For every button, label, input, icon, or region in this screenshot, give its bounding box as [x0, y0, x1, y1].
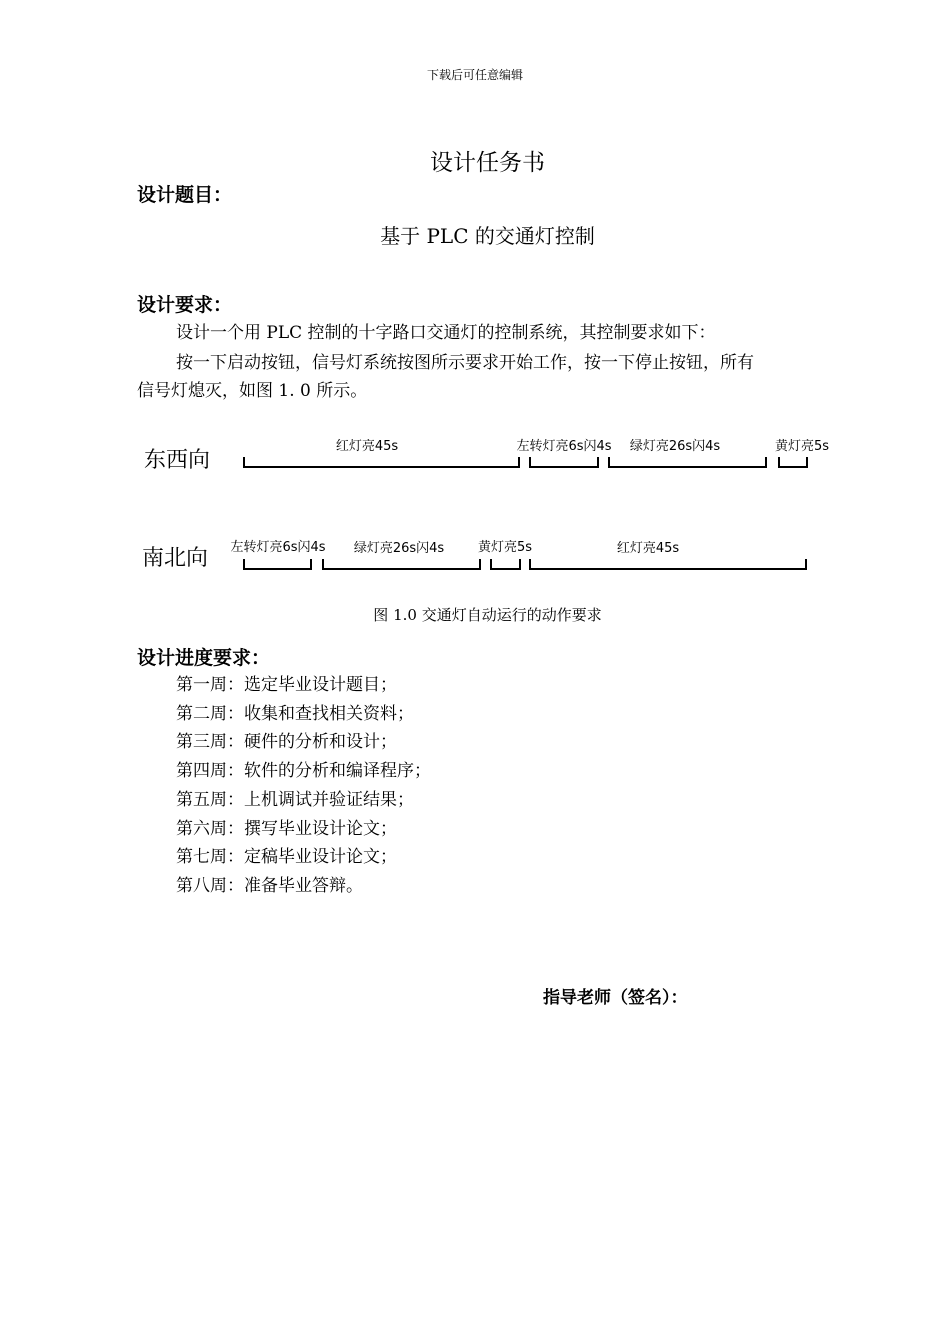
schedule-item: 第七周：定稿毕业设计论文；: [176, 847, 397, 868]
schedule-item: 第八周：准备毕业答辩。: [176, 875, 363, 896]
segment-label: 左转灯亮6s闪4s: [516, 439, 612, 454]
east-west-segment: [244, 439, 519, 467]
document-title: 设计任务书: [430, 150, 545, 176]
east-west-segment: [609, 438, 766, 467]
requirements-paragraph-1: 设计一个用 PLC 控制的十字路口交通灯的控制系统，其控制要求如下：: [176, 323, 716, 343]
segment-label: 红灯亮45s: [616, 541, 680, 556]
east-west-segment: [775, 439, 829, 467]
requirements-paragraph-2-line-1: 按一下启动按钮，信号灯系统按图所示要求开始工作，按一下停止按钮，所有: [176, 353, 754, 373]
schedule-item: 第五周：上机调试并验证结果；: [176, 789, 414, 810]
north-south-segment: [323, 540, 480, 569]
schedule-heading: 设计进度要求：: [137, 647, 271, 669]
schedule-item: 第四周：软件的分析和编译程序；: [176, 761, 431, 782]
requirements-paragraph-2-line-2: 信号灯熄灭，如图 1. 0 所示。: [137, 381, 368, 401]
schedule-item: 第六周：撰写毕业设计论文；: [176, 818, 397, 839]
segment-label: 黄灯亮5s: [477, 540, 533, 555]
north-south-segment: [530, 541, 806, 569]
schedule-list: [176, 671, 431, 901]
segment-label: 绿灯亮26s闪4s: [353, 541, 445, 556]
row-label-north-south: 南北向: [142, 546, 209, 571]
requirements-heading: 设计要求：: [137, 294, 233, 316]
header-note: 下载后可任意编辑: [426, 68, 523, 82]
segment-label: 左转灯亮6s闪4s: [230, 540, 326, 555]
segment-label: 红灯亮45s: [335, 439, 399, 454]
schedule-item: 第二周：收集和查找相关资料；: [176, 703, 414, 724]
advisor-signature-label: 指导老师（签名）：: [543, 988, 688, 1008]
schedule-item: 第一周：选定毕业设计题目；: [176, 675, 397, 695]
row-label-east-west: 东西向: [144, 448, 211, 473]
topic-heading: 设计题目：: [137, 184, 233, 206]
design-topic: 基于 PLC 的交通灯控制: [380, 224, 595, 248]
north-south-segment: [230, 539, 325, 569]
schedule-item: 第三周：硬件的分析和设计；: [176, 732, 397, 753]
east-west-segment: [516, 438, 611, 467]
figure-caption: 图 1.0 交通灯自动运行的动作要求: [373, 606, 602, 624]
north-south-segment: [478, 540, 532, 569]
segment-label: 黄灯亮5s: [774, 439, 830, 454]
segment-label: 绿灯亮26s闪4s: [629, 439, 721, 454]
traffic-light-timing-diagram: [130, 425, 840, 585]
